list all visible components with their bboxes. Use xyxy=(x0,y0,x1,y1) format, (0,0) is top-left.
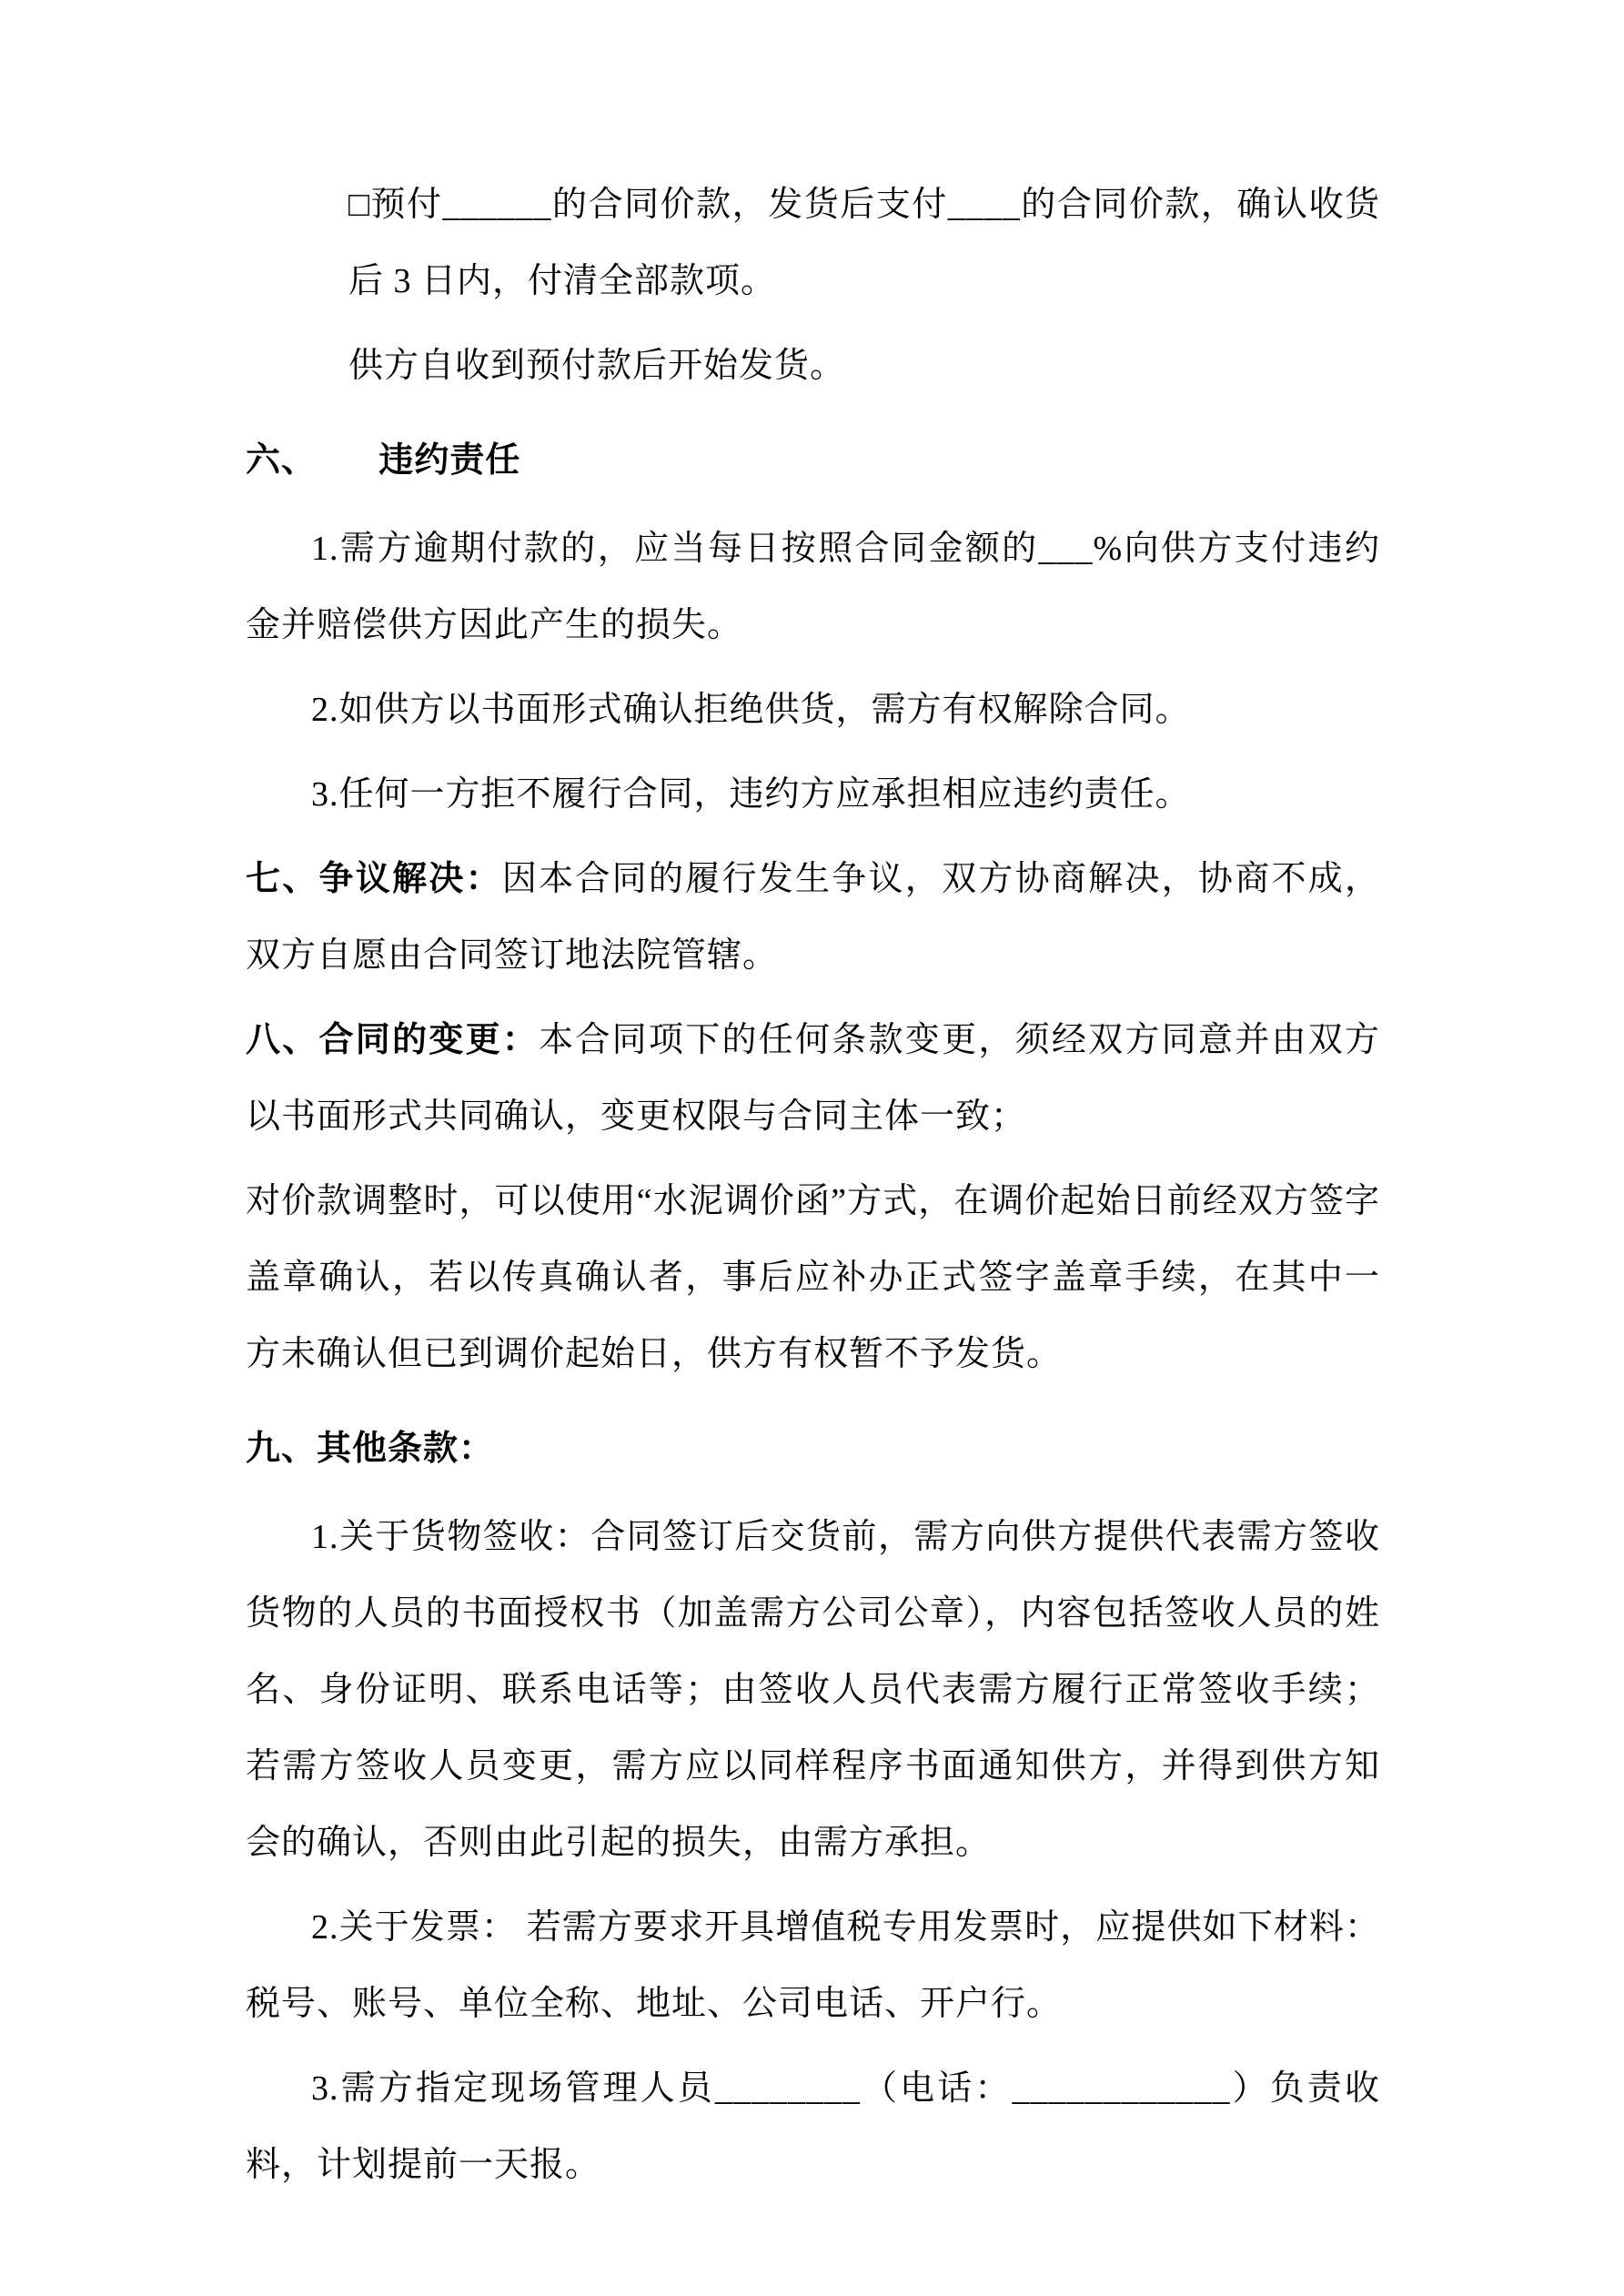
clause-6-3 xyxy=(246,756,1380,833)
text-run: %向供方支付违约金并赔偿供方因此产生的损失。 xyxy=(246,530,1380,644)
section-title: 八、合同的变更： xyxy=(246,1021,540,1059)
section-6-heading xyxy=(246,422,1380,499)
text-run: 3.需方指定现场管理人员 xyxy=(311,2069,715,2108)
clause-9-1 xyxy=(246,1499,1380,1881)
text-run: 1.关于货物签收：合同签订后交货前，需方向供方提供代表需方签收货物的人员的书面授权书（加盖需方公司公章），内容包括签收人员的姓名、身份证明、联系电话等；由签收人员代表需方履行正常签收手续；若需方签收人员变更，需方应以同样程序书面通知供方，并得到供方知会的确认，否则由此引起的损失，由需方承担。 xyxy=(246,1518,1380,1862)
section-number: 六、 xyxy=(246,441,318,480)
text-run: 预付 xyxy=(370,186,443,224)
blank-line: ________ xyxy=(714,2069,861,2108)
text-run: 的合同价款，发货后支付 xyxy=(551,186,948,224)
blank-line: ___ xyxy=(1038,530,1094,568)
blank-line: ______ xyxy=(442,186,552,224)
text-run: 2.如供方以书面形式确认拒绝供货，需方有权解除合同。 xyxy=(311,691,1191,729)
clause-9-3 xyxy=(246,2050,1380,2203)
payment-option-paragraph xyxy=(348,167,1380,319)
text-run: 的合同价款，确认收货后 3 日内，付清全部款项。 xyxy=(348,186,1380,300)
text-run: 2.关于发票： 若需方要求开具增值税专用发票时，应提供如下材料：税号、账号、单位全称、地址、公司电话、开户行。 xyxy=(246,1908,1380,2023)
text-run: 对价款调整时，可以使用“水泥调价函”方式，在调价起始日前经双方签字盖章确认，若以传真确认者，事后应补办正式签字盖章手续，在其中一方未确认但已到调价起始日，供方有权暂不予发货。 xyxy=(246,1182,1380,1373)
blank-line: ____ xyxy=(947,186,1021,224)
section-8-paragraph xyxy=(246,1002,1380,1155)
text-run: 3.任何一方拒不履行合同，违约方应承担相应违约责任。 xyxy=(311,775,1191,814)
price-adjustment-paragraph xyxy=(246,1163,1380,1392)
checkbox-icon: □ xyxy=(348,186,371,224)
text-run: （电话： xyxy=(860,2069,1013,2108)
section-7-paragraph xyxy=(246,841,1380,994)
text-run: 供方自收到预付款后开始发货。 xyxy=(348,347,846,385)
text-run: 因本合同的履行发生争议，双方协商解决，协商不成，双方自愿由合同签订地法院管辖。 xyxy=(246,860,1380,975)
clause-9-2 xyxy=(246,1889,1380,2042)
clause-6-1 xyxy=(246,511,1380,663)
section-title: 九、其他条款： xyxy=(246,1430,495,1468)
text-run: ）负责收料，计划提前一天报。 xyxy=(246,2069,1380,2184)
text-run: 1.需方逾期付款的，应当每日按照合同金额的 xyxy=(311,530,1039,568)
section-9-heading xyxy=(246,1411,1380,1487)
clause-6-2 xyxy=(246,672,1380,748)
text-run: 本合同项下的任何条款变更，须经双方同意并由双方以书面形式共同确认，变更权限与合同主体一致； xyxy=(246,1021,1380,1136)
section-title: 违约责任 xyxy=(378,441,521,480)
blank-line: ____________ xyxy=(1012,2069,1231,2108)
prepayment-shipping-paragraph xyxy=(348,328,1380,404)
section-title: 七、争议解决： xyxy=(246,860,502,898)
